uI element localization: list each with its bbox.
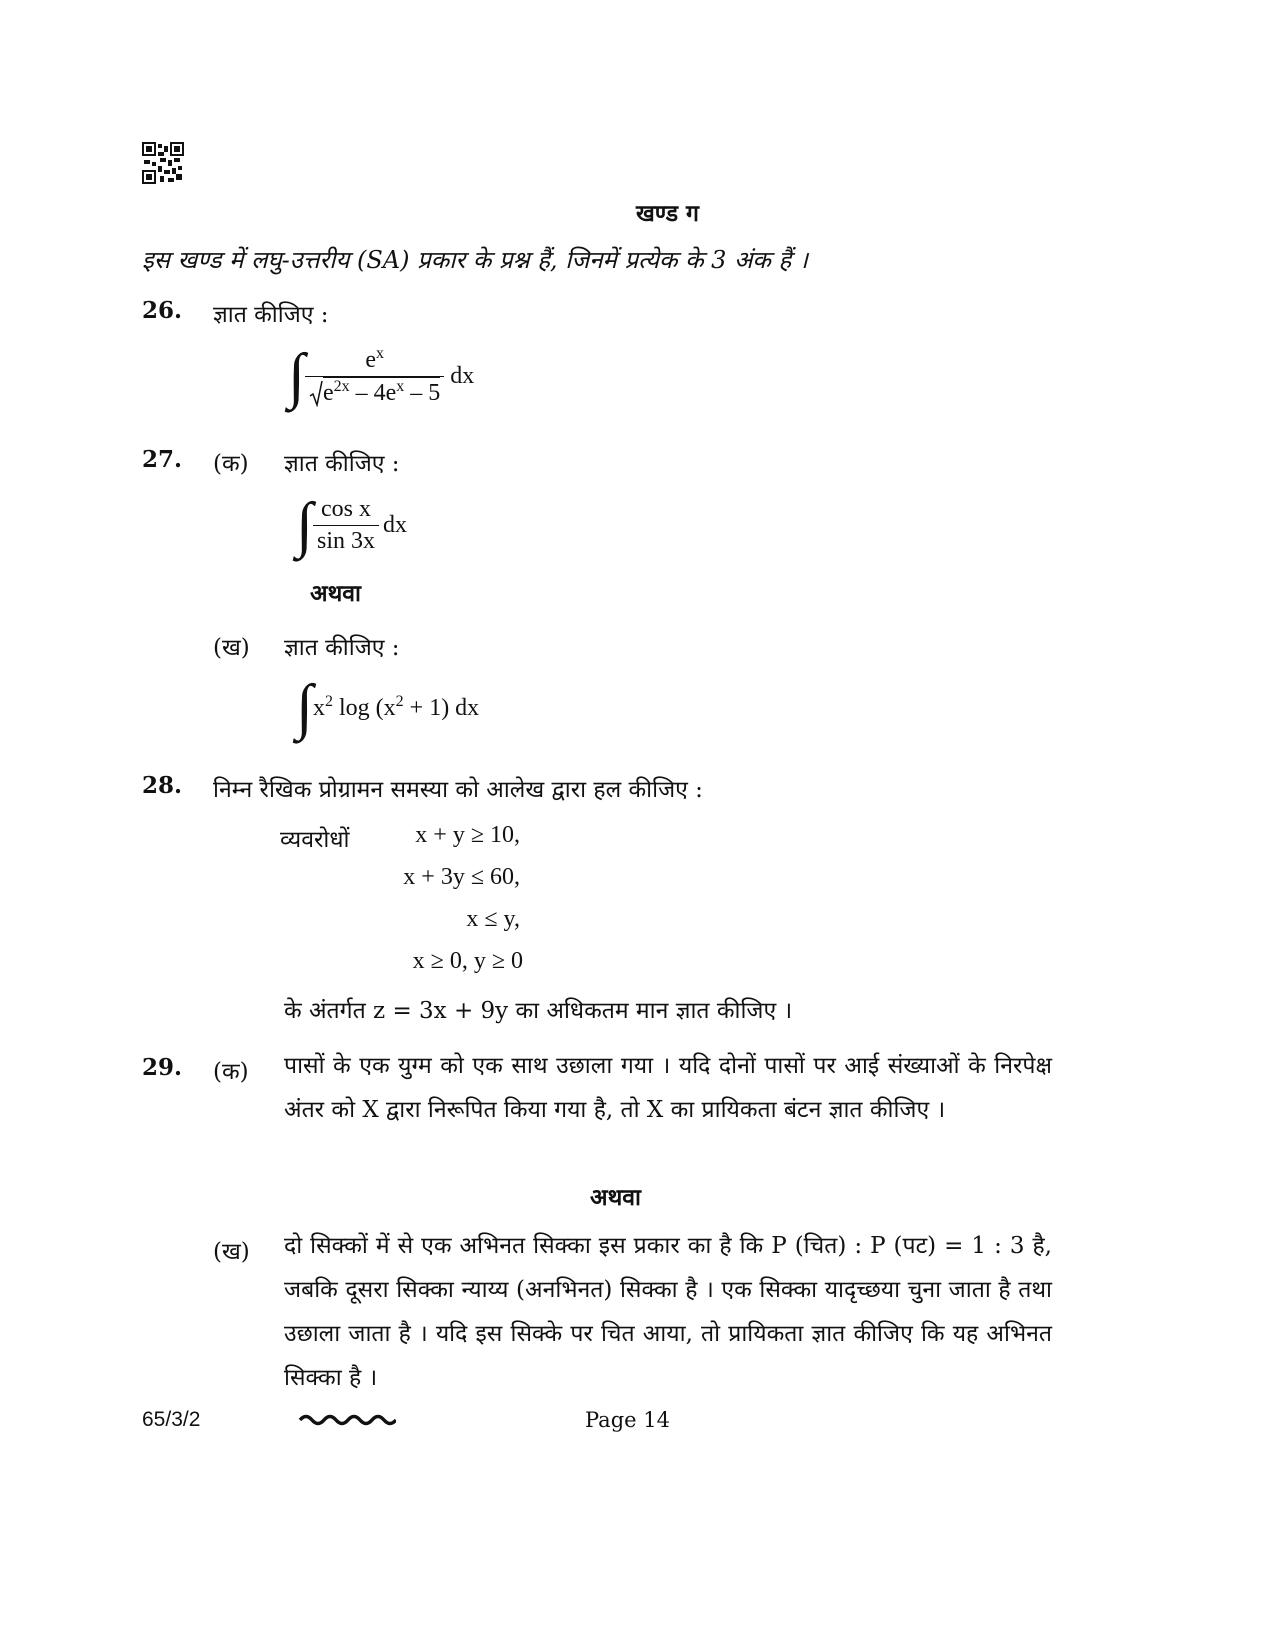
question-28-objective: के अंतर्गत z = 3x + 9y का अधिकतम मान ज्ञात कीजिए । (284, 998, 793, 1024)
wave-decoration-icon (298, 1412, 396, 1428)
question-28-prompt: निम्न रैखिक प्रोग्रामन समस्या को आलेख द्वारा हल कीजिए : (213, 777, 703, 803)
question-29-part-a-label: (क) (213, 1059, 249, 1085)
question-28-constraint-1: x + y ≥ 10, (415, 822, 520, 848)
question-27-number: 27. (142, 446, 183, 473)
square-root-icon (309, 381, 323, 407)
question-28-number: 28. (142, 772, 183, 799)
question-29-part-b-label: (ख) (213, 1239, 250, 1265)
integral-sign-icon: ∫ (296, 491, 313, 559)
qr-code-icon (142, 142, 184, 184)
question-27-part-b-integral: ∫ $x^2$ $\log (x^2 + 1)$ dx (296, 673, 480, 741)
question-27-or-label: अथवा (310, 580, 362, 607)
question-26-number: 26. (142, 297, 183, 324)
section-title: खण्ड ग (635, 200, 699, 227)
question-29-or-label: अथवा (590, 1184, 642, 1211)
question-27-part-a-prompt: ज्ञात कीजिए : (284, 451, 400, 477)
question-27-part-a-integral: ∫ $\frac{\text{cos x}}{\sin 3x}$ dx (296, 491, 407, 559)
footer-code: 65/3/2 (142, 1408, 201, 1431)
integral-sign-icon: ∫ (296, 673, 313, 741)
question-28-constraint-2: x + 3y ≤ 60, (403, 864, 520, 890)
question-26-fraction: $\frac{e^x}{e^{2x} - 4e^x - 5}$ (305, 345, 444, 407)
question-27-part-b-prompt: ज्ञात कीजिए : (284, 635, 400, 661)
question-29-part-a-text: पासों के एक युग्म को एक साथ उछाला गया । यदि दोनों पासों पर आई संख्याओं के निरपेक्ष अंतर को X द्वारा निरूपित किया गया है, तो X का प्रायिकता बंटन ज्ञात कीजिए । (284, 1053, 1052, 1123)
question-26-prompt: ज्ञात कीजिए : (213, 302, 329, 328)
section-instruction: इस खण्ड में लघु-उत्तरीय (SA) प्रकार के प्रश्न हैं, जिनमें प्रत्येक के 3 अंक हैं । (142, 246, 808, 274)
question-27-part-a-label: (क) (213, 451, 249, 477)
question-27-part-b-label: (ख) (213, 635, 250, 661)
question-28-constraint-3: x ≤ y, (466, 906, 520, 932)
question-26-integral: ∫ $\frac{e^x}{e^{2x} - 4e^x - 5}$ dx (288, 342, 475, 410)
question-28-constraints-label: व्यवरोधों (280, 827, 350, 853)
question-29-number: 29. (142, 1054, 183, 1081)
question-29-part-b-text: दो सिक्कों में से एक अभिनत सिक्का इस प्रकार का है कि P (चित) : P (पट) = 1 : 3 है, जबकि दूसरा सिक्का न्याय्य (अनभिनत) सिक्का है । एक सिक्का यादृच्छया चुना जाता है तथा उछाला जाता है । यदि इस सिक्के पर चित आया, तो प्रायिकता ज्ञात कीजिए कि यह अभिनत सिक्का है । (284, 1233, 1052, 1391)
integral-sign-icon: ∫ (288, 342, 305, 410)
footer-page-number: Page 14 (585, 1408, 670, 1432)
question-28-constraint-4: x ≥ 0, y ≥ 0 (412, 948, 523, 974)
